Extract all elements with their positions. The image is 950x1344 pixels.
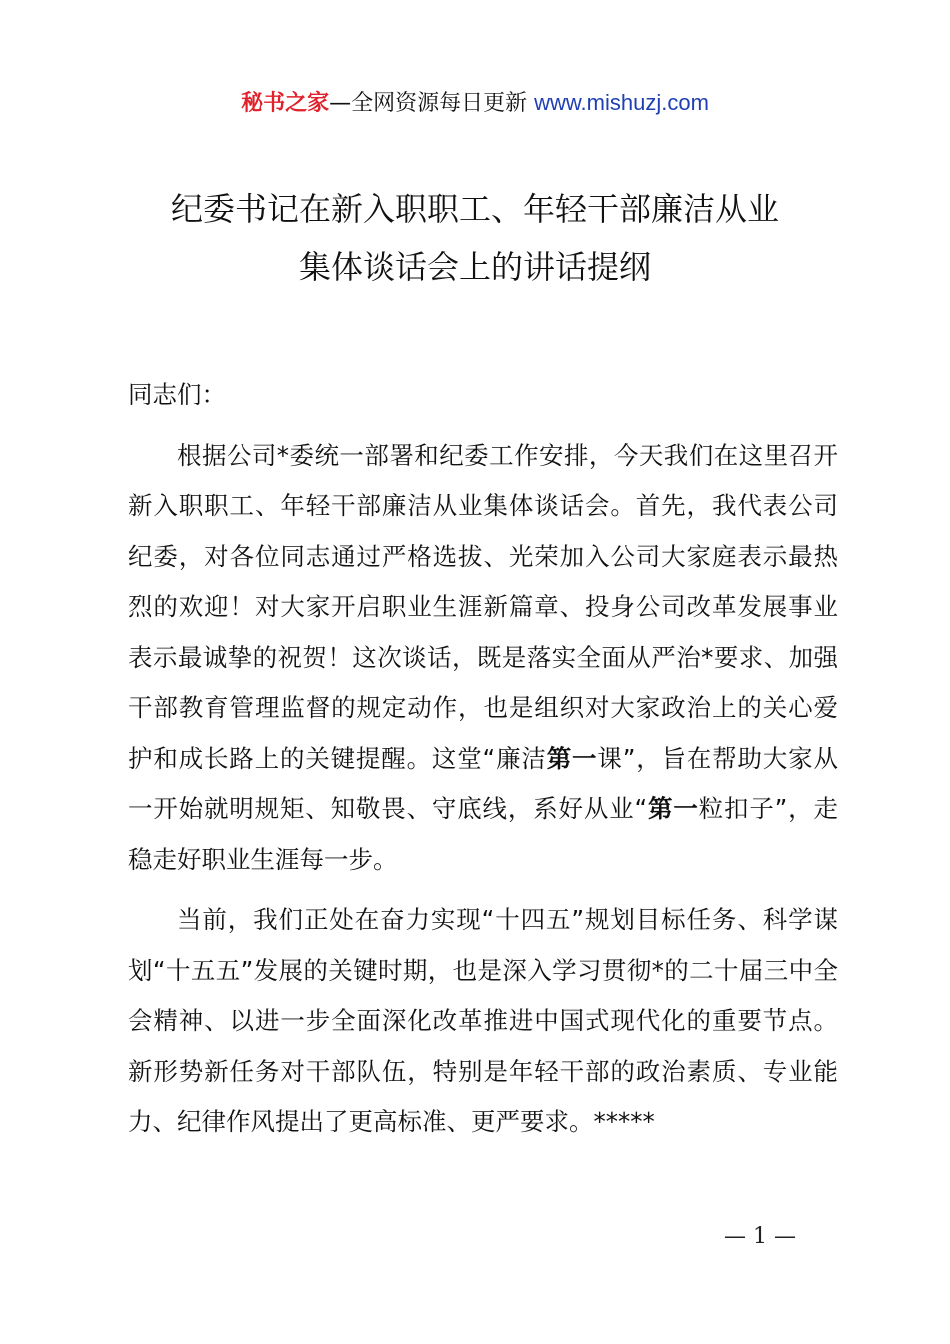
title-line-1: 纪委书记在新入职职工、年轻干部廉洁从业 <box>170 190 779 228</box>
paragraph-2: 当前，我们正处在奋力实现“十四五”规划目标任务、科学谋划“十五五”发展的关键时期，也是深入学习贯彻*的二十届三中全会精神、以进一步全面深化改革推进中国式现代化的重要节点。新形势新任务对干部队伍，特别是年轻干部的政治素质、专业能力、纪律作风提出了更高标准、更严要求。***** <box>128 905 838 1136</box>
paragraph-1 <box>128 431 838 886</box>
emphasis-first-1: 第一 <box>546 743 598 773</box>
site-url-link[interactable]: www.mishuzj.com <box>534 90 709 115</box>
title-line-2: 集体谈话会上的讲话提纲 <box>298 248 651 286</box>
page-number: — 1 — <box>724 1224 796 1249</box>
header-slogan: —全网资源每日更新 <box>329 91 535 116</box>
document-title <box>0 180 950 296</box>
site-header <box>0 86 950 121</box>
paragraph-1-text-a: 根据公司*委统一部署和纪委工作安排，今天我们在这里召开新入职职工、年轻干部廉洁从业集体谈话会。首先，我代表公司纪委，对各位同志通过严格选拔、光荣加入公司大家庭表示最热烈的欢迎！对大家开启职业生涯新篇章、投身公司改革发展事业表示最诚挚的祝贺！这次谈话，既是落实全面从严治*要求、加强干部教育管理监督的规定动作，也是组织对大家政治上的关心爱护和成长路上的关键提醒。这堂“廉洁 <box>128 440 838 773</box>
document-body <box>128 370 838 1158</box>
emphasis-first-2: 第一 <box>647 794 699 823</box>
paragraph-1-text-c: 粒扣子”，走稳走好职业生涯每一步。 <box>128 794 838 874</box>
brand-name: 秘书之家 <box>241 91 330 116</box>
greeting: 同志们： <box>128 380 226 409</box>
paragraph-1-text-b: 课”，旨在帮助大家从一开始就明规矩、知敬畏、守底线，系好从业“ <box>128 743 838 823</box>
